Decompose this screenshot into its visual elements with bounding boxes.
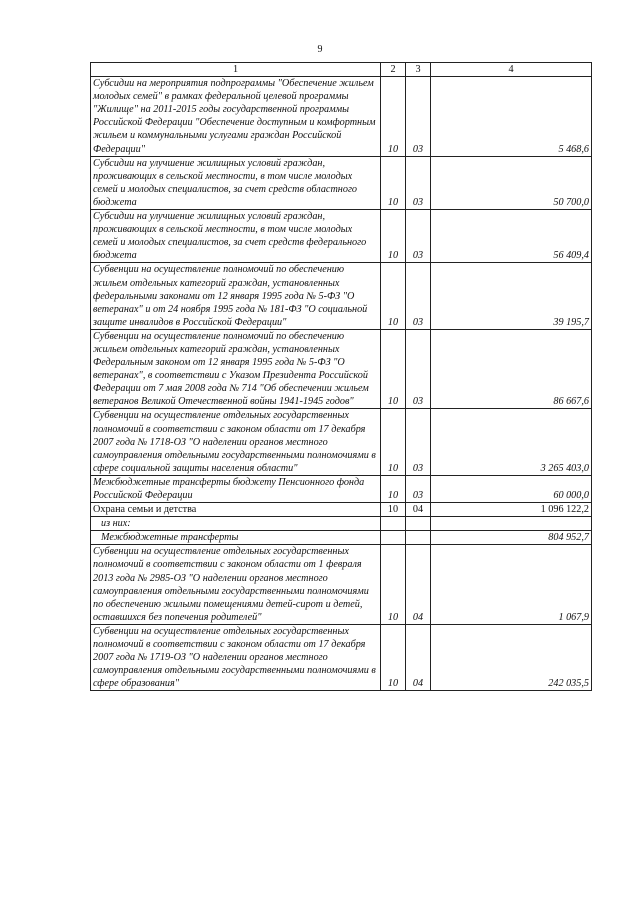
row-description: Субвенции на осуществление отдельных государственных полномочий в соответствии с законом области от 17 декабря 2007 года № 1718-ОЗ "О наделении органов местного самоуправления отдельными государственными полномочиями в сфере социальной защиты населения области" bbox=[91, 409, 381, 475]
row-section-code: 10 bbox=[381, 263, 406, 329]
row-section-code: 10 bbox=[381, 545, 406, 625]
row-subsection-code: 03 bbox=[406, 475, 431, 502]
table-subrow bbox=[91, 517, 592, 531]
row-description: Межбюджетные трансферты бюджету Пенсионного фонда Российской Федерации bbox=[91, 475, 381, 502]
row-description: Субвенции на осуществление отдельных государственных полномочий в соответствии с законом области от 17 декабря 2007 года № 1719-ОЗ "О наделении органов местного самоуправления отдельными государственными полномочиями в сфере образования" bbox=[91, 624, 381, 690]
row-description: Межбюджетные трансферты bbox=[91, 531, 381, 545]
row-subsection-code: 03 bbox=[406, 409, 431, 475]
row-description: Субвенции на осуществление полномочий по обеспечению жильем отдельных категорий граждан, установленных федеральными законами от 12 января 1995 года № 5-ФЗ "О ветеранах" и от 24 ноября 1995 года № 181-ФЗ "О социальной защите инвалидов в Российской Федерации" bbox=[91, 263, 381, 329]
row-subsection-code: 04 bbox=[406, 624, 431, 690]
table-row bbox=[91, 210, 592, 263]
page-number: 9 bbox=[317, 44, 323, 55]
row-description: Субвенции на осуществление отдельных государственных полномочий в соответствии с законом области от 1 февраля 2013 года № 2985-ОЗ "О наделении органов местного самоуправления отдельными государственными полномочиями по обеспечению жилыми помещениями детей-сирот и детей, оставшихся без попечения родителей" bbox=[91, 545, 381, 625]
table-row bbox=[91, 475, 592, 502]
table-row bbox=[91, 409, 592, 475]
table-row bbox=[91, 156, 592, 209]
table-row bbox=[91, 503, 592, 517]
row-subsection-code: 04 bbox=[406, 545, 431, 625]
row-description: Субсидии на улучшение жилищных условий граждан, проживающих в сельской местности, в том числе молодых семей и молодых специалистов, за счет средств областного бюджета bbox=[91, 156, 381, 209]
row-section-code bbox=[381, 517, 406, 531]
table-row bbox=[91, 624, 592, 690]
row-subsection-code: 03 bbox=[406, 156, 431, 209]
row-subsection-code: 03 bbox=[406, 77, 431, 157]
row-subsection-code: 04 bbox=[406, 503, 431, 517]
row-subsection-code bbox=[406, 531, 431, 545]
table-body bbox=[91, 77, 592, 691]
table-row bbox=[91, 329, 592, 409]
table-row bbox=[91, 77, 592, 157]
row-description: Субсидии на улучшение жилищных условий граждан, проживающих в сельской местности, в том числе молодых семей и молодых специалистов, за счет средств федерального бюджета bbox=[91, 210, 381, 263]
row-subsection-code bbox=[406, 517, 431, 531]
row-subsection-code: 03 bbox=[406, 263, 431, 329]
header-row bbox=[91, 63, 592, 77]
row-amount: 1 067,9 bbox=[431, 545, 592, 625]
row-amount: 1 096 122,2 bbox=[431, 503, 592, 517]
row-section-code: 10 bbox=[381, 475, 406, 502]
table-subrow bbox=[91, 531, 592, 545]
row-section-code: 10 bbox=[381, 77, 406, 157]
row-section-code: 10 bbox=[381, 624, 406, 690]
row-amount: 60 000,0 bbox=[431, 475, 592, 502]
row-section-code: 10 bbox=[381, 503, 406, 517]
row-amount: 804 952,7 bbox=[431, 531, 592, 545]
row-section-code: 10 bbox=[381, 329, 406, 409]
header-cell-section: 2 bbox=[381, 63, 406, 77]
budget-table bbox=[90, 62, 592, 691]
row-section-code: 10 bbox=[381, 156, 406, 209]
table-row bbox=[91, 545, 592, 625]
row-section-code: 10 bbox=[381, 210, 406, 263]
row-description: из них: bbox=[91, 517, 381, 531]
row-amount: 5 468,6 bbox=[431, 77, 592, 157]
row-subsection-code: 03 bbox=[406, 210, 431, 263]
row-amount: 56 409,4 bbox=[431, 210, 592, 263]
row-amount bbox=[431, 517, 592, 531]
header-cell-amount: 4 bbox=[431, 63, 592, 77]
row-amount: 3 265 403,0 bbox=[431, 409, 592, 475]
row-description: Субсидии на мероприятия подпрограммы "Обеспечение жильем молодых семей" в рамках федеральной целевой программы "Жилище" на 2011-2015 годы государственной программы Российской Федерации "Обеспечение доступным и комфортным жильем и коммунальными услугами граждан Российской Федерации" bbox=[91, 77, 381, 157]
row-section-code: 10 bbox=[381, 409, 406, 475]
header-cell-description: 1 bbox=[91, 63, 381, 77]
table-row bbox=[91, 263, 592, 329]
row-description: Субвенции на осуществление полномочий по обеспечению жильем отдельных категорий граждан, установленных Федеральным законом от 12 января 1995 года № 5-ФЗ "О ветеранах", в соответствии с Указом Президента Российской Федерации от 7 мая 2008 года № 714 "Об обеспечении жильем ветеранов Великой Отечественной войны 1941-1945 годов" bbox=[91, 329, 381, 409]
row-subsection-code: 03 bbox=[406, 329, 431, 409]
row-amount: 39 195,7 bbox=[431, 263, 592, 329]
row-amount: 86 667,6 bbox=[431, 329, 592, 409]
row-amount: 242 035,5 bbox=[431, 624, 592, 690]
header-cell-subsection: 3 bbox=[406, 63, 431, 77]
row-description: Охрана семьи и детства bbox=[91, 503, 381, 517]
row-section-code bbox=[381, 531, 406, 545]
row-amount: 50 700,0 bbox=[431, 156, 592, 209]
